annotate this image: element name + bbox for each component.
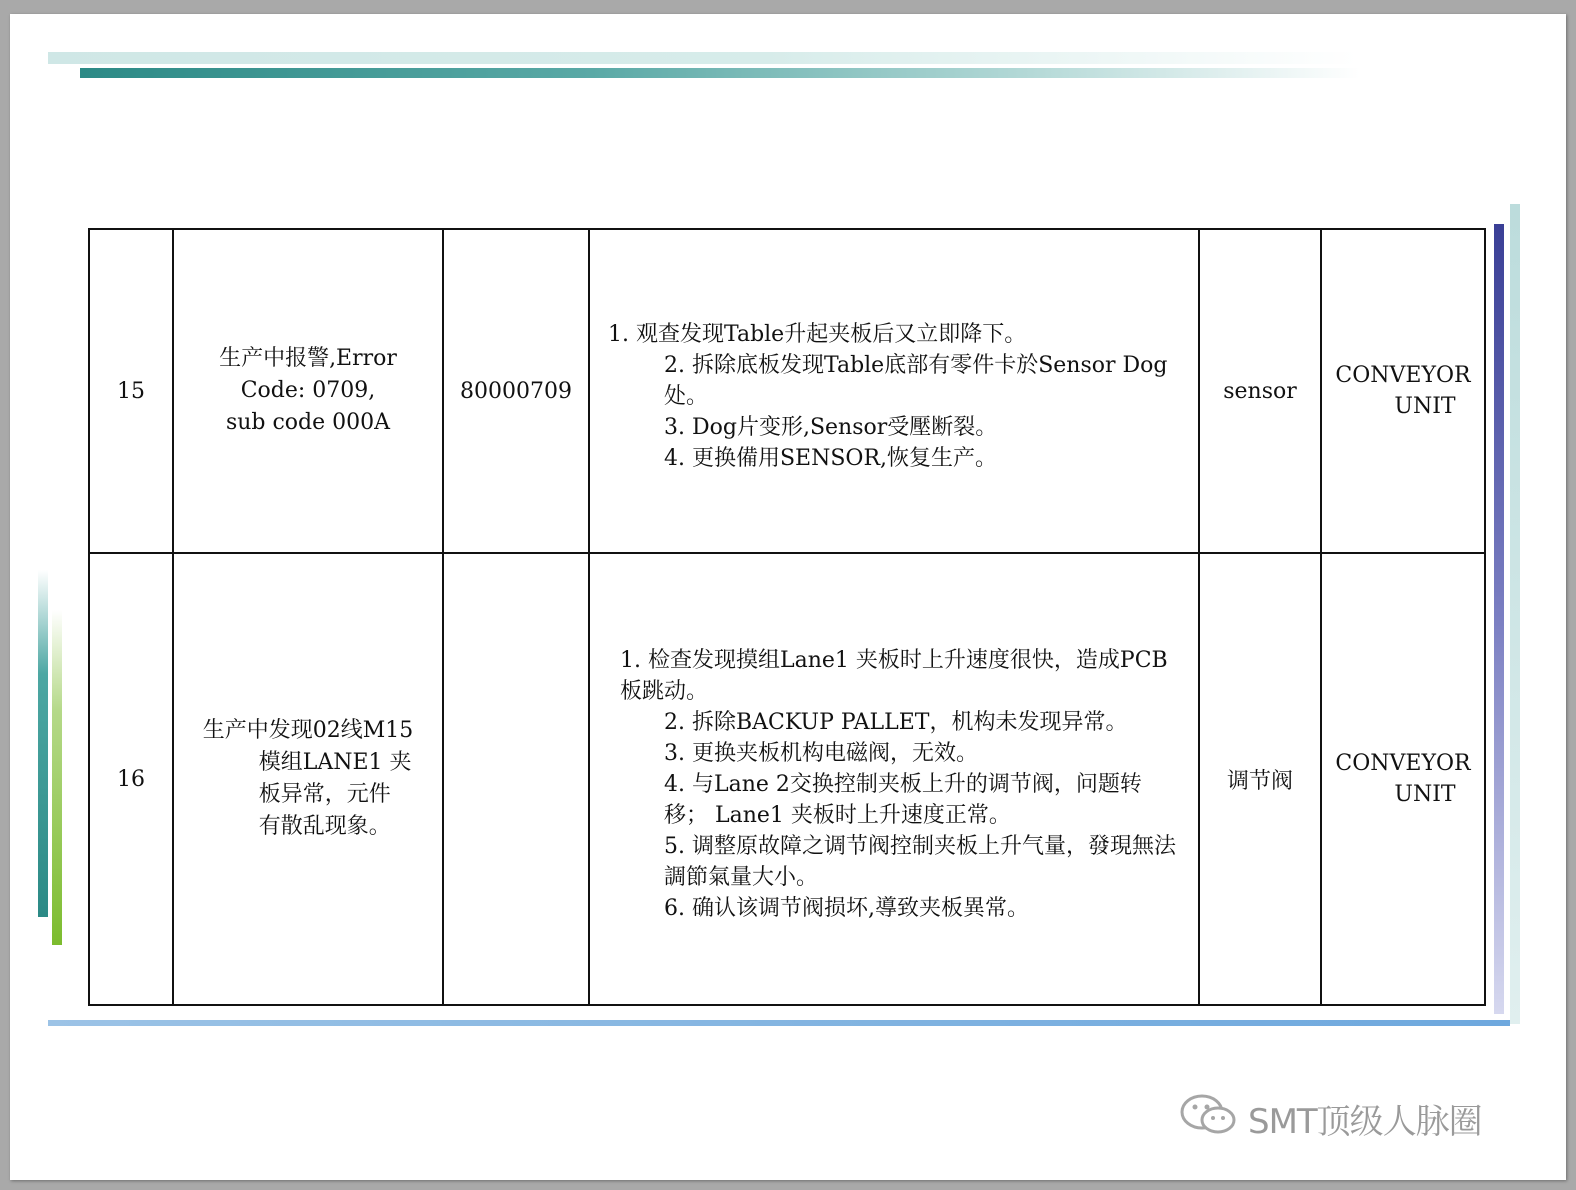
top-accent-bar-dark: [80, 68, 1360, 78]
description-cell: [173, 229, 443, 553]
error-code: 80000709: [460, 378, 572, 404]
unit-line: UNIT: [1394, 394, 1456, 419]
step-item: 4. 与Lane 2交换控制夹板上升的调节阀，问题转移； Lane1 夹板时上升速度正常。: [664, 771, 1142, 828]
step-item: 6. 确认该调节阀损坏,導致夹板異常。: [664, 895, 1029, 921]
step-item: 2. 拆除BACKUP PALLET，机构未发现异常。: [664, 709, 1128, 735]
table-row: [89, 229, 1485, 553]
left-accent-bar-green: [52, 610, 62, 945]
unit-line: CONVEYOR: [1335, 363, 1471, 388]
slide: [10, 14, 1566, 1180]
description-line: 有散乱现象。: [258, 814, 391, 839]
unit-line: CONVEYOR: [1335, 751, 1471, 776]
table-row: [89, 553, 1485, 1005]
part-cell: [1199, 553, 1321, 1005]
right-accent-bar-light: [1510, 204, 1520, 1024]
step-item: 4. 更换備用SENSOR,恢复生产。: [664, 445, 998, 471]
description-cell: [173, 553, 443, 1005]
row-number-cell: [89, 553, 173, 1005]
bottom-accent-line: [48, 1020, 1510, 1026]
step-item: 2. 拆除底板发现Table底部有零件卡於Sensor Dog 处。: [664, 352, 1168, 409]
unit-cell: [1321, 229, 1485, 553]
top-accent-bar-light: [48, 52, 1358, 64]
wechat-icon: [1178, 1092, 1240, 1145]
description-line: 生产中发现02线M15: [202, 718, 414, 743]
left-accent-bar-teal: [38, 570, 48, 917]
step-item: 5. 调整原故障之调节阀控制夹板上升气量，發現無法調節氣量大小。: [664, 833, 1176, 890]
steps-cell: [589, 229, 1199, 553]
troubleshooting-table: [88, 228, 1486, 1006]
part-name: 调节阀: [1226, 768, 1293, 794]
row-number-cell: [89, 229, 173, 553]
row-number: 15: [117, 378, 145, 404]
watermark-text: SMT顶级人脉圈: [1248, 1102, 1482, 1142]
step-item: 3. 更换夹板机构电磁阀，无效。: [664, 740, 978, 766]
error-code-cell: [443, 553, 589, 1005]
steps-cell: [589, 553, 1199, 1005]
description-line: 板异常，元件: [258, 782, 391, 807]
step-item: 1. 观查发现Table升起夹板后又立即降下。: [608, 321, 1027, 347]
part-cell: [1199, 229, 1321, 553]
part-name: sensor: [1223, 378, 1297, 404]
right-accent-bar-navy: [1494, 224, 1504, 1014]
description-line: sub code 000A: [225, 410, 391, 435]
description-line: 生产中报警,Error: [219, 346, 397, 371]
error-code-cell: [443, 229, 589, 553]
row-number: 16: [117, 766, 145, 792]
watermark: [1178, 1092, 1482, 1145]
step-item: 3. Dog片变形,Sensor受壓断裂。: [664, 414, 998, 440]
unit-line: UNIT: [1394, 782, 1456, 807]
description-line: Code: 0709,: [240, 378, 376, 403]
description-line: 模组LANE1 夹: [258, 750, 412, 775]
unit-cell: [1321, 553, 1485, 1005]
step-item: 1. 检查发现摸组Lane1 夹板时上升速度很快，造成PCB板跳动。: [620, 647, 1168, 704]
